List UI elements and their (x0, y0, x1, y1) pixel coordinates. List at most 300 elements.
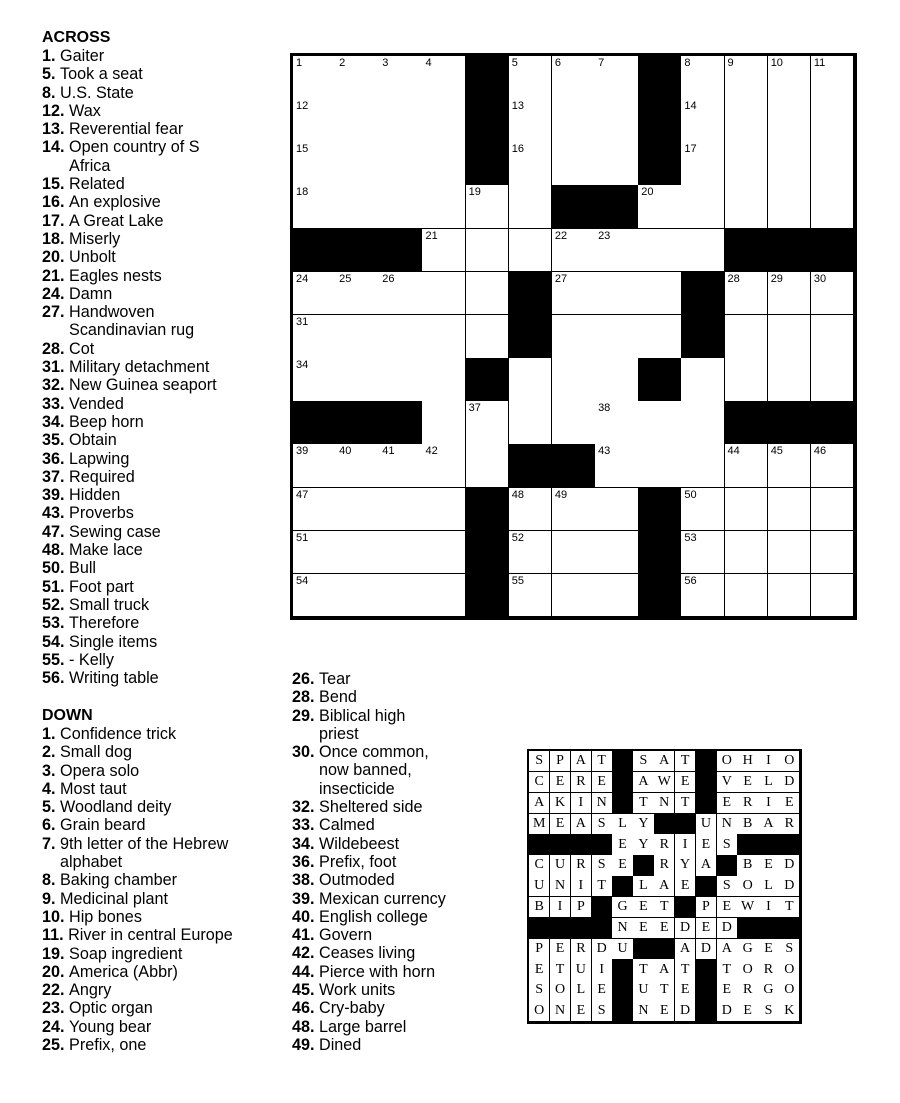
cell-number: 11 (813, 57, 826, 69)
grid-cell[interactable] (466, 444, 510, 488)
clue-down (292, 743, 449, 798)
clue-down (292, 999, 449, 1017)
clue-text: Small truck (69, 595, 150, 614)
grid-cell[interactable] (336, 358, 380, 402)
grid-cell[interactable] (681, 229, 725, 273)
grid-cell[interactable] (422, 229, 466, 273)
clue-down (292, 1018, 449, 1036)
black-square (768, 401, 812, 445)
solution-letter: S (758, 1001, 779, 1022)
solution-letter: A (654, 959, 675, 980)
grid-cell[interactable] (811, 315, 855, 359)
black-square (768, 229, 812, 273)
clue-text: Miserly (69, 229, 121, 248)
clue-number: 3. (42, 761, 60, 780)
clue-down (42, 816, 274, 834)
solution-letter: S (717, 876, 738, 897)
grid-cell[interactable] (811, 56, 855, 100)
solution-letter: A (571, 814, 592, 835)
solution-letter: E (675, 876, 696, 897)
grid-cell[interactable] (379, 185, 423, 229)
solution-black-square (696, 1001, 717, 1022)
clue-number: 15. (42, 175, 70, 194)
grid-cell[interactable] (595, 272, 639, 316)
grid-cell[interactable] (422, 56, 466, 100)
clue-text: Required (69, 467, 135, 486)
clue-number: 44. (292, 962, 320, 981)
cell-number: 52 (511, 531, 525, 544)
cell-number: 37 (468, 402, 481, 415)
cell-number: 10 (770, 57, 783, 69)
clue-across (42, 431, 229, 449)
clue-across (42, 138, 229, 175)
solution-letter: U (550, 855, 571, 876)
grid-cell[interactable] (422, 185, 466, 229)
grid-cell[interactable] (638, 315, 682, 359)
grid-cell[interactable] (681, 488, 725, 532)
cell-number: 2 (339, 57, 346, 69)
grid-cell[interactable] (509, 56, 553, 100)
clue-across (42, 230, 229, 248)
clue-number: 16. (42, 193, 70, 212)
clue-across (42, 175, 229, 193)
grid-cell[interactable] (509, 142, 553, 186)
solution-letter: Y (633, 814, 654, 835)
grid-cell[interactable] (811, 142, 855, 186)
cell-number: 44 (727, 445, 740, 458)
grid-cell[interactable] (379, 444, 423, 488)
grid-cell[interactable] (552, 315, 596, 359)
grid-cell[interactable] (293, 488, 337, 532)
clue-number: 43. (42, 504, 70, 523)
clue-down (292, 670, 449, 688)
clue-down (292, 926, 449, 944)
cell-number: 23 (598, 229, 611, 242)
grid-cell[interactable] (293, 531, 337, 575)
solution-letter: W (654, 772, 675, 793)
grid-cell[interactable] (595, 401, 639, 445)
grid-cell[interactable] (293, 99, 337, 143)
grid-cell[interactable] (595, 444, 639, 488)
grid-cell[interactable] (293, 574, 337, 618)
grid-cell[interactable] (466, 315, 510, 359)
grid-cell[interactable] (422, 315, 466, 359)
grid-cell[interactable] (422, 444, 466, 488)
clue-text: Large barrel (319, 1017, 407, 1036)
black-square (638, 531, 682, 575)
clue-text: Writing table (69, 669, 159, 688)
black-square (638, 56, 682, 100)
cell-number: 27 (554, 272, 568, 285)
clue-down (292, 963, 449, 981)
clue-number: 26. (292, 670, 320, 688)
grid-cell[interactable] (336, 574, 380, 618)
grid-cell[interactable] (509, 488, 553, 532)
clue-down (292, 816, 449, 834)
clue-number: 12. (42, 101, 70, 120)
black-square (509, 272, 553, 316)
grid-cell[interactable] (379, 99, 423, 143)
grid-cell[interactable] (725, 488, 769, 532)
grid-cell[interactable] (293, 142, 337, 186)
black-square (466, 531, 510, 575)
black-square (379, 401, 423, 445)
cell-number: 6 (554, 57, 562, 69)
grid-cell[interactable] (681, 358, 725, 402)
grid-cell[interactable] (811, 531, 855, 575)
grid-cell[interactable] (336, 185, 380, 229)
solution-letter: E (550, 772, 571, 793)
cell-number: 24 (296, 272, 309, 285)
grid-cell[interactable] (336, 488, 380, 532)
clue-down (292, 853, 449, 871)
clue-down (42, 908, 274, 926)
grid-cell[interactable] (595, 488, 639, 532)
solution-letter: M (529, 814, 550, 835)
grid-cell[interactable] (336, 56, 380, 100)
cell-number: 40 (339, 445, 352, 458)
grid-cell[interactable] (638, 185, 682, 229)
grid-cell[interactable] (768, 142, 812, 186)
clue-number: 31. (42, 358, 70, 377)
solution-black-square (612, 1001, 633, 1022)
clue-text: U.S. State (60, 83, 134, 102)
grid-cell[interactable] (768, 99, 812, 143)
grid-cell[interactable] (379, 574, 423, 618)
grid-cell[interactable] (681, 99, 725, 143)
grid-cell[interactable] (768, 574, 812, 618)
solution-letter: E (654, 1001, 675, 1022)
clue-down (292, 707, 449, 744)
grid-cell[interactable] (336, 315, 380, 359)
cell-number: 1 (296, 57, 303, 69)
grid-cell[interactable] (422, 142, 466, 186)
clue-down (292, 798, 449, 816)
grid-cell[interactable] (509, 401, 553, 445)
solution-letter: E (758, 855, 779, 876)
solution-black-square (779, 918, 800, 939)
cell-number: 5 (511, 57, 518, 69)
grid-cell[interactable] (552, 488, 596, 532)
clue-text: Prefix, foot (319, 852, 397, 871)
grid-cell[interactable] (811, 488, 855, 532)
black-square (509, 315, 553, 359)
grid-cell[interactable] (595, 358, 639, 402)
clue-number: 54. (42, 632, 70, 651)
solution-letter: E (654, 918, 675, 939)
solution-black-square (571, 918, 592, 939)
grid-cell[interactable] (466, 401, 510, 445)
grid-cell[interactable] (422, 272, 466, 316)
grid-cell[interactable] (509, 185, 553, 229)
clue-number: 48. (42, 541, 70, 560)
grid-cell[interactable] (638, 444, 682, 488)
cell-number: 53 (684, 531, 697, 544)
solution-letter: E (737, 1001, 758, 1022)
grid-cell[interactable] (681, 401, 725, 445)
grid-cell[interactable] (293, 358, 337, 402)
clue-number: 36. (292, 852, 320, 871)
solution-letter: L (633, 876, 654, 897)
solution-letter: N (654, 793, 675, 814)
grid-cell[interactable] (379, 488, 423, 532)
grid-cell[interactable] (509, 358, 553, 402)
solution-letter: N (550, 1001, 571, 1022)
grid-cell[interactable] (681, 531, 725, 575)
grid-cell[interactable] (768, 488, 812, 532)
grid-cell[interactable] (681, 142, 725, 186)
cell-number: 47 (296, 488, 309, 501)
clue-across (42, 65, 229, 83)
grid-cell[interactable] (638, 229, 682, 273)
solution-letter: R (779, 814, 800, 835)
clue-number: 50. (42, 559, 70, 578)
cell-number: 19 (468, 186, 481, 199)
grid-cell[interactable] (509, 574, 553, 618)
clue-text: Biblical high priest (319, 706, 406, 743)
clue-text: Tear (319, 670, 351, 688)
grid-cell[interactable] (595, 229, 639, 273)
solution-letter: K (779, 1001, 800, 1022)
solution-letter: R (571, 855, 592, 876)
clue-text: Optic organ (69, 999, 153, 1018)
clue-across (42, 395, 229, 413)
grid-cell[interactable] (422, 488, 466, 532)
grid-cell[interactable] (768, 56, 812, 100)
grid-cell[interactable] (552, 99, 596, 143)
grid-cell[interactable] (811, 185, 855, 229)
grid-cell[interactable] (466, 272, 510, 316)
grid-cell[interactable] (422, 531, 466, 575)
grid-cell[interactable] (552, 574, 596, 618)
grid-cell[interactable] (595, 315, 639, 359)
clue-text: Hidden (69, 486, 121, 505)
solution-black-square (612, 876, 633, 897)
grid-cell[interactable] (595, 99, 639, 143)
grid-cell[interactable] (293, 315, 337, 359)
solution-black-square (717, 855, 738, 876)
grid-cell[interactable] (422, 401, 466, 445)
solution-letter: I (571, 793, 592, 814)
solution-letter: G (737, 939, 758, 960)
cell-number: 41 (382, 445, 395, 458)
grid-cell[interactable] (811, 272, 855, 316)
grid-cell[interactable] (552, 272, 596, 316)
solution-letter: E (737, 772, 758, 793)
solution-letter: T (550, 959, 571, 980)
grid-cell[interactable] (422, 99, 466, 143)
clue-text: Cot (69, 339, 95, 358)
clue-across (42, 559, 229, 577)
grid-cell[interactable] (466, 185, 510, 229)
grid-cell[interactable] (379, 315, 423, 359)
clue-number: 32. (42, 376, 70, 395)
solution-black-square (612, 959, 633, 980)
black-square (595, 185, 639, 229)
grid-cell[interactable] (768, 272, 812, 316)
grid-cell[interactable] (768, 531, 812, 575)
clue-text: Unbolt (69, 248, 116, 267)
grid-cell[interactable] (509, 531, 553, 575)
grid-cell[interactable] (681, 574, 725, 618)
solution-letter: E (612, 855, 633, 876)
grid-cell[interactable] (293, 444, 337, 488)
grid-cell[interactable] (552, 401, 596, 445)
grid-cell[interactable] (552, 229, 596, 273)
grid-cell[interactable] (638, 272, 682, 316)
grid-cell[interactable] (293, 56, 337, 100)
grid-cell[interactable] (725, 56, 769, 100)
solution-black-square (550, 834, 571, 855)
solution-letter: D (592, 939, 613, 960)
black-square (725, 401, 769, 445)
clue-number: 1. (42, 47, 60, 65)
black-square (466, 488, 510, 532)
grid-cell[interactable] (681, 185, 725, 229)
clue-number: 40. (292, 907, 320, 926)
grid-cell[interactable] (725, 444, 769, 488)
grid-cell[interactable] (638, 401, 682, 445)
cell-number: 4 (425, 57, 432, 69)
grid-cell[interactable] (725, 531, 769, 575)
solution-letter: A (633, 772, 654, 793)
grid-cell[interactable] (768, 185, 812, 229)
clue-number: 33. (292, 816, 320, 835)
grid-cell[interactable] (552, 358, 596, 402)
solution-letter: G (758, 980, 779, 1001)
grid-cell[interactable] (379, 531, 423, 575)
solution-letter: O (779, 959, 800, 980)
solution-black-square (654, 939, 675, 960)
black-square (638, 142, 682, 186)
grid-cell[interactable] (681, 444, 725, 488)
black-square (293, 229, 337, 273)
clue-text: Hip bones (69, 907, 142, 926)
cell-number: 26 (382, 272, 395, 285)
grid-cell[interactable] (725, 185, 769, 229)
grid-cell[interactable] (509, 229, 553, 273)
solution-black-square (758, 834, 779, 855)
grid-cell[interactable] (595, 531, 639, 575)
solution-letter: E (696, 834, 717, 855)
grid-cell[interactable] (379, 358, 423, 402)
clue-number: 23. (42, 999, 70, 1018)
grid-cell[interactable] (336, 142, 380, 186)
grid-cell[interactable] (336, 272, 380, 316)
grid-cell[interactable] (293, 272, 337, 316)
solution-letter: E (758, 939, 779, 960)
solution-letter: S (779, 939, 800, 960)
cell-number: 46 (813, 445, 827, 458)
clue-across (42, 614, 229, 632)
solution-letter: T (675, 793, 696, 814)
cell-number: 43 (598, 445, 611, 458)
grid-cell[interactable] (379, 56, 423, 100)
clue-text: Mexican currency (319, 889, 446, 908)
grid-cell[interactable] (595, 574, 639, 618)
grid-cell[interactable] (811, 444, 855, 488)
clue-across (42, 212, 229, 230)
clue-across (42, 541, 229, 559)
grid-cell[interactable] (811, 574, 855, 618)
grid-cell[interactable] (336, 444, 380, 488)
solution-letter: E (633, 918, 654, 939)
clue-text: Opera solo (60, 761, 140, 780)
clue-down (42, 963, 274, 981)
grid-cell[interactable] (595, 56, 639, 100)
grid-cell[interactable] (768, 358, 812, 402)
grid-cell[interactable] (552, 56, 596, 100)
clue-text: Prefix, one (69, 1036, 147, 1055)
grid-cell[interactable] (552, 142, 596, 186)
black-square (681, 272, 725, 316)
solution-letter: S (529, 980, 550, 1001)
grid-cell[interactable] (293, 185, 337, 229)
grid-cell[interactable] (725, 272, 769, 316)
solution-letter: H (737, 751, 758, 772)
grid-cell[interactable] (725, 574, 769, 618)
grid-cell[interactable] (552, 531, 596, 575)
down-clue-list-column-2 (292, 670, 449, 1054)
clue-text: Medicinal plant (60, 889, 168, 908)
grid-cell[interactable] (509, 99, 553, 143)
cell-number: 45 (770, 445, 783, 458)
clue-number: 42. (292, 944, 320, 963)
clue-down (292, 908, 449, 926)
clue-text: Eagles nests (69, 266, 162, 285)
grid-cell[interactable] (595, 142, 639, 186)
clue-across (42, 596, 229, 614)
clue-across (42, 376, 229, 394)
solution-black-square (737, 834, 758, 855)
clue-down (42, 945, 274, 963)
grid-cell[interactable] (336, 99, 380, 143)
grid-cell[interactable] (336, 531, 380, 575)
grid-cell[interactable] (422, 358, 466, 402)
solution-letter: A (758, 814, 779, 835)
clue-across (42, 669, 229, 687)
grid-cell[interactable] (768, 315, 812, 359)
solution-letter: W (737, 897, 758, 918)
grid-cell[interactable] (466, 229, 510, 273)
black-square (552, 444, 596, 488)
clue-number: 21. (42, 266, 70, 285)
solution-letter: R (758, 959, 779, 980)
clue-text: America (Abbr) (69, 962, 178, 981)
cell-number: 20 (641, 186, 654, 199)
clue-down (292, 890, 449, 908)
clue-number: 49. (292, 1035, 320, 1054)
grid-cell[interactable] (725, 99, 769, 143)
clue-number: 25. (42, 1036, 70, 1055)
clue-across (42, 523, 229, 541)
solution-letter: O (550, 980, 571, 1001)
grid-cell[interactable] (811, 358, 855, 402)
grid-cell[interactable] (768, 444, 812, 488)
grid-cell[interactable] (811, 99, 855, 143)
grid-cell[interactable] (725, 358, 769, 402)
clue-number: 55. (42, 650, 70, 669)
grid-cell[interactable] (379, 142, 423, 186)
grid-cell[interactable] (681, 56, 725, 100)
clue-text: A Great Lake (69, 211, 164, 230)
grid-cell[interactable] (379, 272, 423, 316)
clue-text: Vended (69, 394, 124, 413)
grid-cell[interactable] (422, 574, 466, 618)
grid-cell[interactable] (725, 142, 769, 186)
cell-number: 8 (684, 57, 691, 69)
grid-cell[interactable] (725, 315, 769, 359)
